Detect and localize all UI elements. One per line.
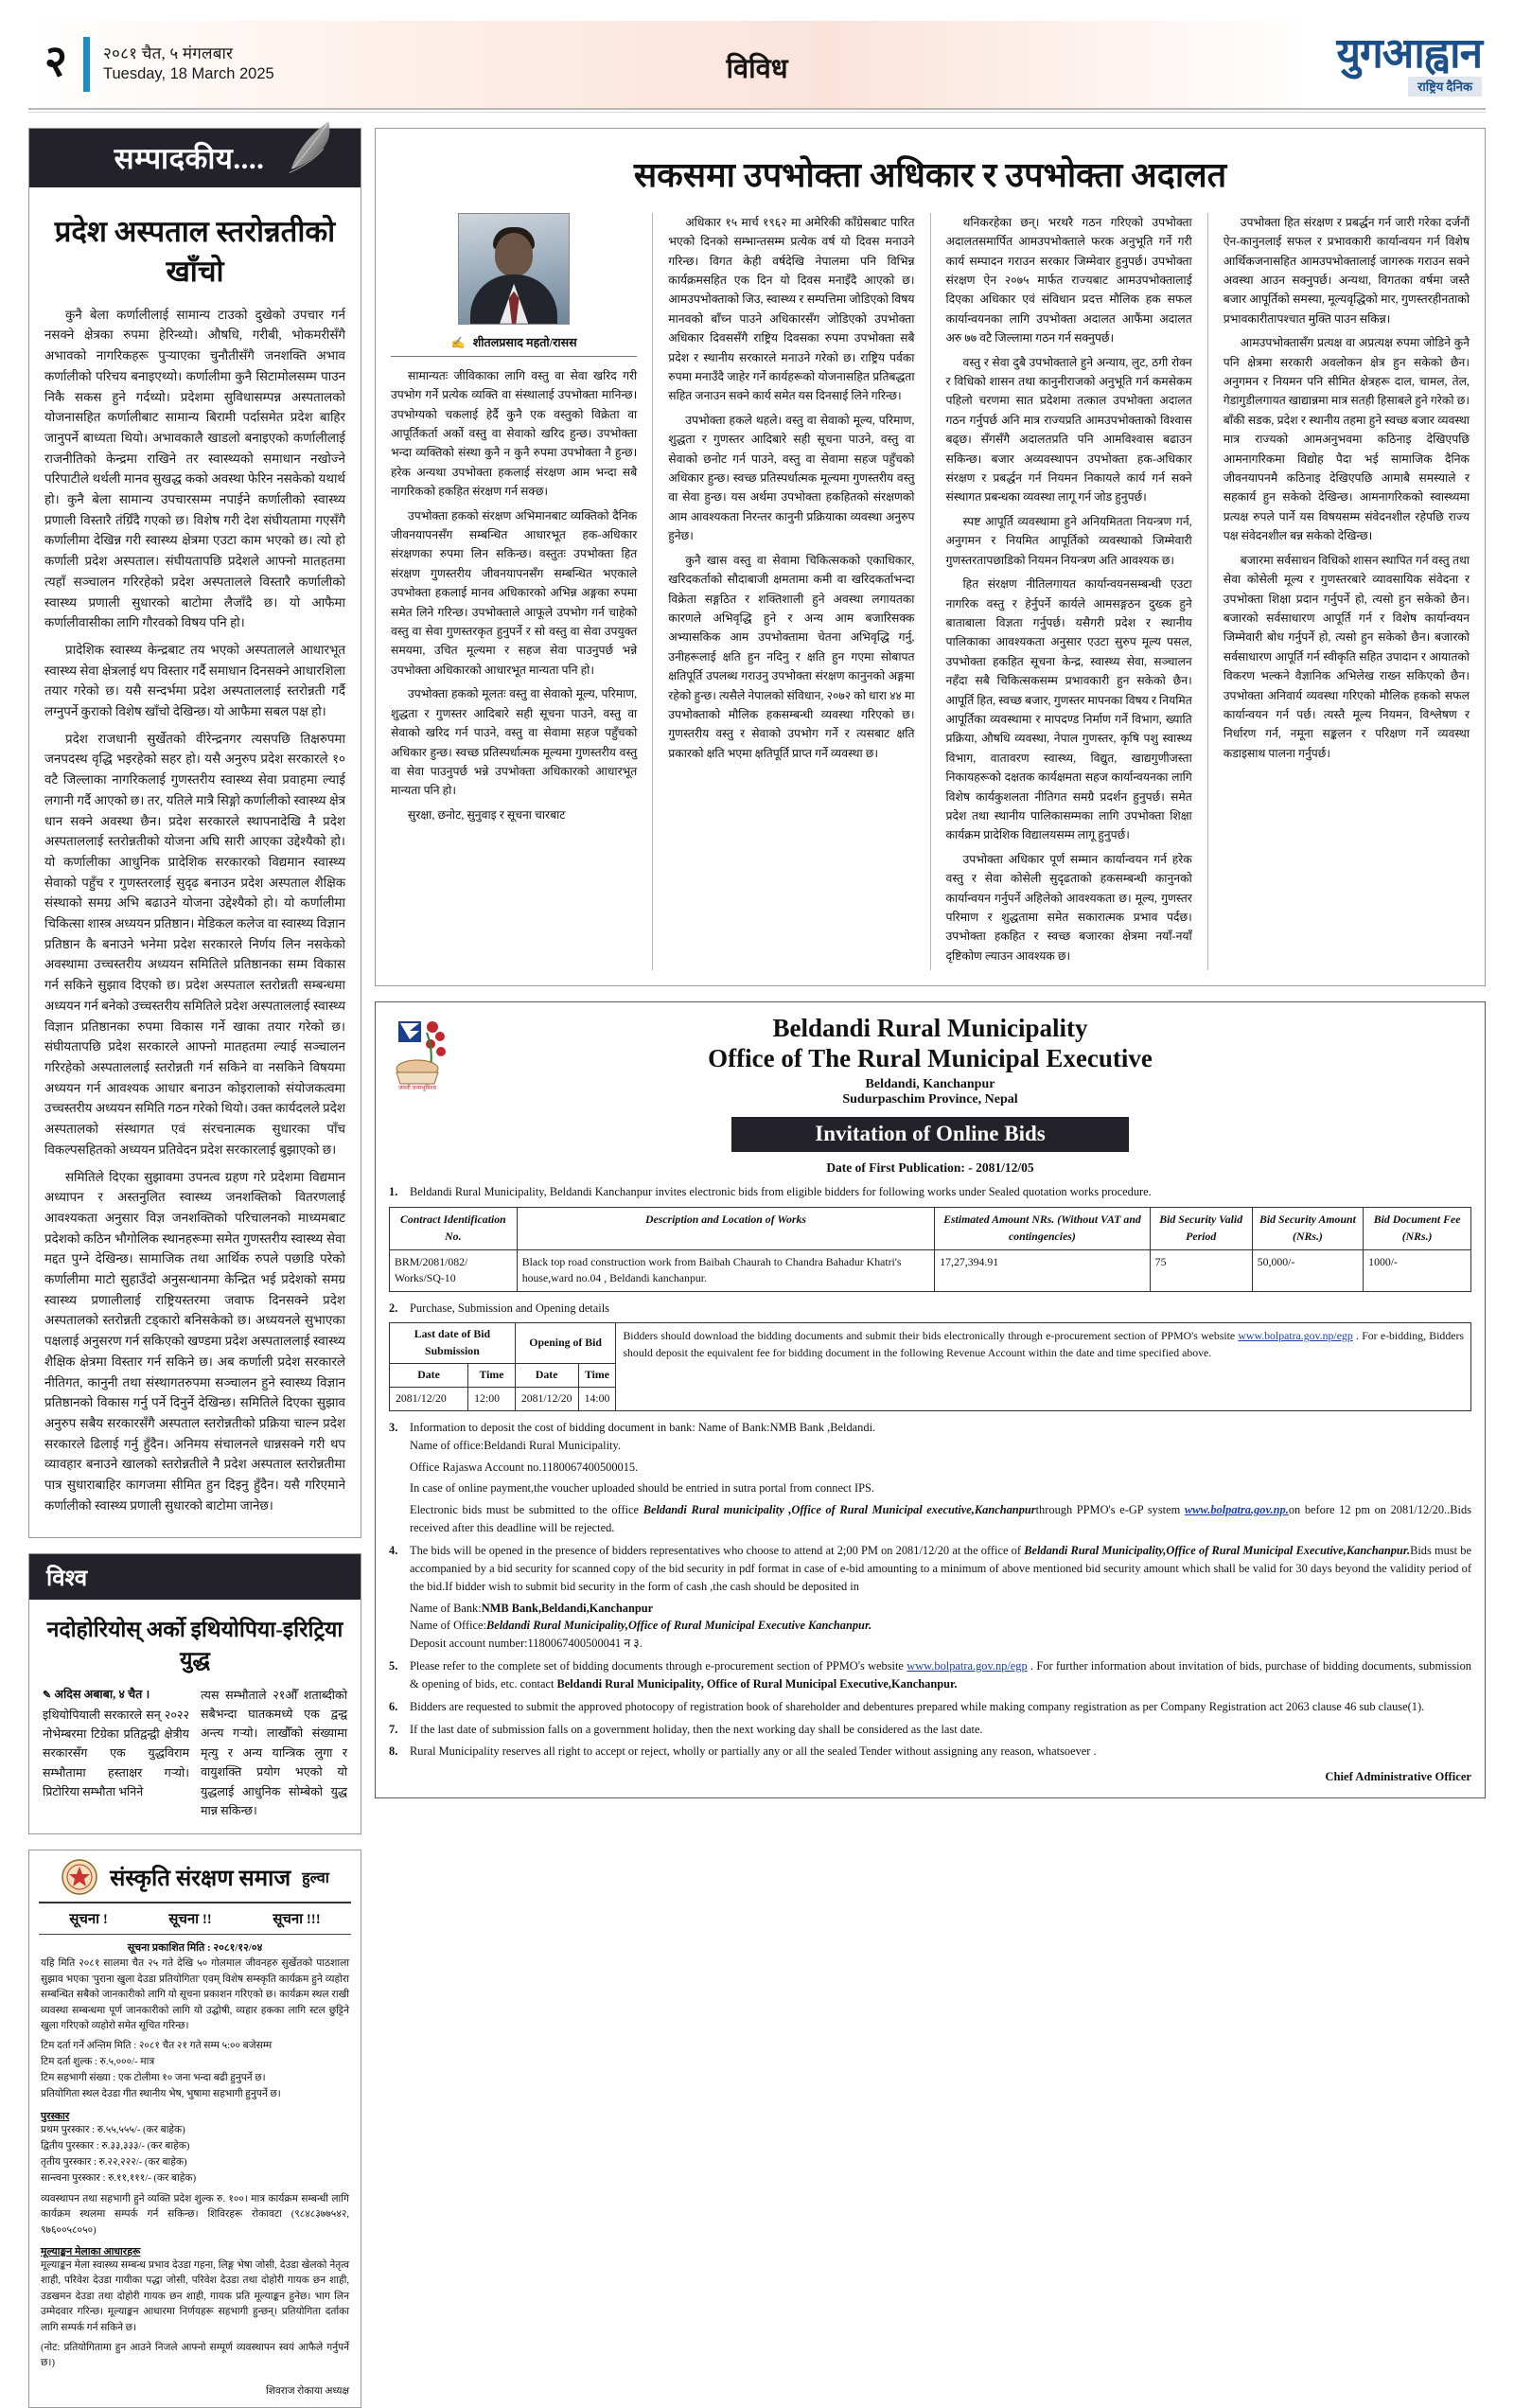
bid-cell-description: Black top road construction work from Baibah Chaurah to Chandra Bahadur Khatri's house,ward no.04 , Beldandi kanchanpur.: [517, 1249, 935, 1292]
bid-col-security-period: Bid Security Valid Period: [1150, 1207, 1252, 1249]
electronic-bid-submission: [410, 1501, 1471, 1537]
refer-contact-office: Beldandi Rural Municipality, Office of Rural Municipal Executive,Kanchanpur.: [556, 1676, 958, 1691]
bank-line: [410, 1600, 1471, 1618]
tender-item-5: [389, 1657, 1471, 1693]
article-paragraph: अधिकार १५ मार्च १९६२ मा अमेरिकी काँग्रेसबाट पारित भएको दिनको सम्भान्तसम्म प्रत्येक वर्ष यो दिवस मनाउने गरिन्छ। विगत केही वर्षदेखि नेपालमा पनि विभिन्न कार्यक्रमसहित एक दिन यो दिवस मनाइँदै आएको छ। आमउपभोक्ताको जिउ, स्वास्थ्य र सम्पत्तिमा जोडिएको विषय मानवको बाँच्न पाउने अधिकारसँग जोडिएको उपभोक्ता अधिकार दिवससँगै राष्ट्रिय दिवसका रुपमा उपभोक्ता सबै प्रदेश र स्थानीय सरकारले मनाउने गरेको छ। राष्ट्रिय पर्वका रुपमा मनाउँदै जाहेर गर्ने कार्यहरूको योजनासहित प्रतिबद्धता सहित जनाउन सक्ने कार्य समेत यस दिनसाई लिने गरिन्छ।: [668, 215, 915, 403]
tender-item-number: 7.: [389, 1722, 398, 1736]
tender-item-7: [389, 1721, 1471, 1739]
photo-head: [495, 233, 533, 276]
world-section-header: [29, 1554, 361, 1600]
date-english: Tuesday, 18 March 2025: [103, 65, 274, 83]
editorial-paragraph: कुनै बेला कर्णालीलाई सामान्य टाउको दुखेको उपचार गर्न नसक्ने क्षेत्रका रुपमा हेरिन्थ्यो। औषधि, गरीबी, भोकमरीसँगै अभावको नागरिकहरू पुर्‍याएका चुनौतीसँगै जनशक्ति अभाव कर्णालीको परिचय बनाइएथ्यो। कर्णालीमा कुनै सिटामोलसम्म पाउन निकै सकस हुने गर्दथ्यो। प्रदेशमा सुविधासम्पन्न अस्पतालको योजनासहित कर्णालीबाट सामान्य बिरामी पर्दासमेत प्रदेश बाहिर जानुपर्ने बाध्यता थियो। अभावकालै खाडलो बनाइएको कर्णालीलाई राजनीतिको केन्द्रमा राखिने तर स्वास्थ्यको समाधान नखोज्ने परिपाटीले थर्थली मानव सुखद्ध कको अवस्था फेरिन नसकेको यथार्थ हो। कुनै बेला सामान्य उपचारसम्म नपाईने कर्णालीको स्वास्थ्य प्रणाली विस्तारै तंग्रिँदै गएको छ। विशेष गरी देश संघीयतामा गएसँगै कर्णालीमा देखिन्न गरी स्वास्थ्य क्षेत्रमा एउटा काम भएको छ। त्यो हो कर्णाली प्रदेश अस्पताल। संघीयतापछि प्रदेशले आफ्नो मातहतमा त्यहाँ सञ्चालन गरिरहेको प्रदेश अस्पतालले विस्तारै कर्णालीको स्वास्थ्य प्रणाली सुधारको बाटोमा लैजाँदै छ। यो आफैमा कर्णालीवासीका लागि गौरवको विषय पनि हो।: [44, 307, 345, 630]
world-article-text: त्यस सम्भौताले २१औँ शताब्दीको सबैभन्दा घातकमध्ये एक द्वन्द्व अन्त्य गऱ्यो। लाखौँको संख्यामा मृत्यु र अन्य यान्त्रिक लुगा र वायुशक्ति प्रयोग भएको यो युद्धलाई आधुनिक सोम्बेको युद्ध मान्न सकिन्छ।: [201, 1688, 347, 1817]
tender-item-number: 4.: [389, 1543, 398, 1557]
date-block: [103, 44, 274, 85]
article-paragraph: स्पष्ट आपूर्ति व्यवस्थामा हुने अनियमितता नियन्त्रण गर्न, अनुगमन र नियमित आपूर्तिको व्यवस्थाको जिम्मेवारी गुणस्तरतापछाडिको नियमन नियन्त्रण अति आवश्यक छ।: [945, 514, 1192, 567]
article-column-3: [930, 213, 1192, 970]
tender-header-text: [465, 1014, 1396, 1107]
sanskriti-criteria-label: मूल्याङ्कन मेलाका आधारहरू: [41, 2246, 141, 2258]
bid-cell-security-period: 75: [1150, 1249, 1252, 1292]
notice-label-1: सूचना !: [69, 1912, 108, 1928]
tender-item-number: 2.: [389, 1301, 398, 1316]
tender-item-number: 5.: [389, 1659, 398, 1673]
sanskriti-signature: शिवराज रोकाया अध्यक्ष: [266, 2385, 349, 2397]
article-paragraph: कुनै खास वस्तु वा सेवामा चिकित्सकको एकाधिकार, खरिदकर्ताको सौदाबाजी क्षमतामा कमी वा खरिदकर्ताभन्दा विक्रेता सङ्गठित र शक्तिशाली हुने अवस्था लगायतका कारणले अभिवृद्धि हुने र अन्य आम बजारिसक्क अभ्यासकिक आम उपभोक्तामा चेतना अभिवृद्धि गर्नु, उनीहरूलाई क्षति हुन नदिनु र क्षति हुन गएमा सोबापत क्षतिपूर्ति उपलब्ध गराउनु उपभोक्ता संरक्षण कानुनको अङ्गमा रहेको हुन्छ। त्यसैले नेपालको संविधान, २०७२ को धारा ४४ मा उपभोक्ताको मौलिक हकसम्बन्धी व्यवस्था गरिएको छ। गुणस्तरीय वस्तु र सेवाको उपभोग गर्ने र त्यसबाट क्षति प्रकारको क्षति भएमा क्षतिपूर्ति प्राप्त गर्ने व्यवस्था छ।: [668, 553, 915, 760]
left-column: [28, 128, 361, 2397]
article-paragraph: उपभोक्ता हकको मूलतः वस्तु वा सेवाको मूल्य, परिमाण, शुद्धता र गुणस्तर आदिबारे सही सूचना पाउने, वस्तु वा सेवाको खरिद गर्न पाउने, वस्तु वा सेवामा सहज पहुँचको अधिकार हुन्छ। स्वच्छ प्रतिस्पर्धात्मक मूल्यमा गुणस्तरीय वस्तु वा सेवा पाउनुपर्छ भन्ने उपभोक्ता अधिकारको आधारभूत मान्यता पनि हो।: [391, 687, 638, 798]
tender-notice-box: [375, 1001, 1486, 1798]
deposit-bank-info: Information to deposit the cost of bidding document in bank: Name of Bank:NMB Bank ,Beldandi.: [410, 1420, 876, 1434]
tender-office-name: Office of The Rural Municipal Executive: [708, 1043, 1153, 1072]
author-photo: [458, 213, 570, 325]
article-paragraph: सुरक्षा, छनोट, सुनुवाइ र सूचना चारबाट: [408, 807, 566, 822]
tender-org-name: Beldandi Rural Municipality: [772, 1014, 1088, 1043]
nepal-government-emblem-icon: [389, 1014, 455, 1095]
article-paragraph: उपभोक्ता हित संरक्षण र प्रबर्द्धन गर्न जारी गरेका दर्जनौं ऐन-कानुनलाई सफल र प्रभावकारी कार्यान्वयन गर्न विशेष आर्थिकजनासहित आमउपभोक्तालाई जागरुक गराउन सक्ने अवस्था आउन सक्नुपर्छ। अन्यथा, विगतका वर्षमा जस्तै बजार आपूर्तिको समस्या, मूल्यवृद्धिको मार, गुणस्तरहीनताको प्रभावकारीतापश्चात मुक्ति पाउन सकिन्न।: [1223, 215, 1470, 326]
schedule-submission-date: 2081/12/20: [390, 1388, 468, 1411]
world-article-column: [201, 1686, 347, 1821]
world-article-dateline: [43, 1686, 189, 1702]
tender-item-text: Purchase, Submission and Opening details: [410, 1301, 609, 1316]
schedule-group-submission: Last date of Bid Submission: [390, 1323, 516, 1364]
schedule-sub-opening-date: Date: [515, 1364, 578, 1388]
tender-item-text: [410, 1419, 1471, 1537]
bid-works-table: [389, 1207, 1471, 1293]
tender-item-text: If the last date of submission falls on a government holiday, then the next working day shall be considered as the last date.: [410, 1722, 983, 1736]
world-article-title: नदोहोरियोस् अर्को इथियोपिया-इरिट्रिया युद्ध: [46, 1618, 343, 1672]
article-paragraph: आमउपभोक्तासँग प्रत्यक्ष वा अप्रत्यक्ष रुपमा जोडिने कुनै पनि क्षेत्रमा सरकारी अवलोकन क्षेत्र हुन सकेको छैन। अनुगमन र नियमन पनि सीमित क्षेत्रहरू दाल, चामल, तेल, गेडागुडीलगायत खाद्यान्नमा मात्र सतही हिसाबले हुने गरेको छ। बाँकी सडक, प्रदेश र स्थानीय तहमा हुने स्वच्छ बजार व्यवस्था मात्र राज्यको आमअनुभवमा कठिनाइ देखिएपछि आमनागरिकमा विद्योह पैदा भई सामाजिक दैनिक जीवनयापनमै कठिनाइ देखिएपछि आमाबै समस्याले र सहकार्य हुन सकेको देखिन्छ। आमनागरिकको स्वास्थ्यमा प्रत्यक्ष रुपले पार्ने यस विषयसम्म संवेदनशील रहेपछि राज्य पक्ष संवेदनशील बन्न सकेको देखिन्छ।: [1223, 336, 1470, 543]
society-emblem-icon: [61, 1858, 98, 1896]
office-line: [410, 1617, 1471, 1635]
tender-item-text: Beldandi Rural Municipality, Beldandi Kanchanpur invites electronic bids from eligible bidders for following works under Sealed quotation works procedure.: [410, 1184, 1152, 1198]
masthead-divider-secondary: [28, 112, 1486, 113]
article-paragraph: उपभोक्ता हकको संरक्षण अभिमानबाट व्यक्तिको दैनिक जीवनयापनसँग सम्बन्धित आधारभूत हक-अधिकार संरक्षणका रुपमा लिन सकिन्छ। वस्तुतः उपभोक्ता हित संरक्षण गुणस्तरीय जीवनयापनसँग सम्बन्धित भएकाले उपभोक्ता हकलाई मानव अधिकारको अभिन्न अङ्गका रुपमा समेत लिने गरिन्छ। उपभोक्ताले आफूले उपभोग गर्न चाहेको वस्तु वा सेवा गुणस्तरकृत हुनुपर्ने र सो वस्तु वा सेवा उपयुक्त समयमा, उचित मूल्यमा र सहज सेवा पाउनुपर्छ भन्ने उपभोक्ता अधिकारको आधारभूत मान्यता पनि हो।: [391, 508, 638, 677]
bid-table-header-row: [390, 1207, 1471, 1249]
sanskriti-contact-note: व्यवस्थापन तथा सहभागी हुने व्यक्ति प्रदेश शुल्क रु. १००। मात्र कार्यक्रम सम्बन्धी लागि कार्यक्रम स्थलमा सम्पर्क गर्न सकिन्छ। शिविरहरू रोकावटा (९८४८३७७५४२, ९७६००५८०५०): [41, 2193, 349, 2236]
editorial-box: [28, 128, 361, 1538]
tender-header: [389, 1014, 1471, 1107]
office-label: Name of Office:: [410, 1619, 486, 1633]
article-paragraph: उपभोक्ता अधिकार पूर्ण सम्मान कार्यान्वयन गर्न हरेक वस्तु र सेवा कोसेली सुदृढताको हकसम्बन्धी कानुनको कार्यान्वयन गर्नुपर्ने अहिलेको आवश्यकता छ। मूल्य, गुणस्तर परिमाण र शुद्धतामा समेत सकारात्मक प्रभाव पर्दछ। उपभोक्ता हकहित र स्वच्छ बजारका क्षेत्रमा नयाँ-नयाँ दृष्टिकोण ल्याउन आवश्यक छ।: [945, 852, 1192, 963]
sanskriti-criteria: मूल्याङ्कन मेला स्वास्थ्य सम्बन्ध प्रभाव देउडा गहना, लिङ्ग भेषा जोसी, देउडा खेलको नेतृत्व शाही, परिवेश देउडा गायीका पद्धा जोसी, परिवेश देउडा तथा दोहोरी गायक छन शाही, उडखमन देउडा तथा दोहोरी गायक छन शाही, गायक प्रति मूल्याङ्कन हुनेछ। भाग लिन उम्मेदवार गरिन्छ। मूल्याङ्कन आधारमा निर्णयहरू सहभागी हुन्छन्। प्रतियोगिता दर्ताका लागि सम्पर्क गर्न सकिने छ।: [41, 2260, 349, 2333]
bid-cell-contract-id: BRM/2081/082/ Works/SQ-10: [390, 1249, 518, 1292]
tender-banner: Invitation of Online Bids: [731, 1117, 1129, 1152]
editorial-header: [29, 129, 361, 187]
article-paragraph: सामान्यतः जीविकाका लागि वस्तु वा सेवा खरिद गरी उपभोग गर्ने प्रत्येक व्यक्ति वा संस्थालाई उपभोक्ता मानिन्छ। उपभोग्यको चकलाई हेर्दै कुनै एक वस्तुको विक्रेता वा आपूर्तिकर्ता अर्को वस्तु वा सेवाको खरिद हुन्छ। उपभोक्ता भन्दा व्यक्तिको संस्था कुनै न कुनै रुपमा उपभोक्ता नै हुन्छ। हरेक अन्यथा उपभोक्ता हकलाई संरक्षण आम भन्दा सबै नागरिकको हकहित संरक्षण गर्न सक्छ।: [391, 368, 638, 499]
deposit-office-name: Name of office:Beldandi Rural Municipality.: [410, 1438, 621, 1452]
tender-signature: Chief Administrative Officer: [1325, 1770, 1471, 1784]
sanskriti-title: संस्कृति संरक्षण समाज: [110, 1866, 291, 1891]
world-section-label: विश्व: [46, 1566, 88, 1591]
tender-item-4: [389, 1542, 1471, 1653]
office-name: Beldandi Rural Municipality,Office of Rural Municipal Executive Kanchanpur.: [485, 1619, 872, 1633]
schedule-submission-time: 12:00: [468, 1388, 516, 1411]
masthead-logo: [1336, 29, 1487, 97]
article-column-4: [1207, 213, 1470, 970]
bid-opening-pre: The bids will be opened in the presence of bidders representatives who choose to attend at 2;00 PM on 2081/12/20 at the office of: [410, 1543, 1025, 1557]
sanskriti-ad-box: [28, 1850, 361, 2408]
article-paragraph: उपभोक्ता हकले थहले। वस्तु वा सेवाको मूल्य, परिमाण, शुद्धता र गुणस्तर आदिबारे सही सूचना पाउने, वस्तु वा सेवाको छनोट गर्न पाउने, वस्तु वा सेवामा सहज पहुँचको अधिकार हुन्छ। स्वच्छ प्रतिस्पर्धात्मक मूल्यमा गुणस्तरीय वस्तु वा सेवा हुन्छ। यस अर्थमा उपभोक्ता हकहितको संरक्षणको आम आवश्यकता निरन्तर कानुनी प्रक्रियाका व्यवस्था अनुरुप हुनेछ।: [668, 413, 915, 543]
sanskriti-header: [39, 1850, 351, 1903]
schedule-group-opening: Opening of Bid: [515, 1323, 616, 1364]
tender-item-2: [389, 1300, 1471, 1318]
bolpatra-egp-link-2[interactable]: www.bolpatra.gov.np/egp: [907, 1659, 1028, 1673]
tender-item-6: [389, 1698, 1471, 1716]
sanskriti-intro: यहि मिति २०८१ सालमा चैत २५ गते देखि ५० गोलमाल जीवनहरु सुर्खेतको पाठशाला सुझाव भएका 'पुराना खुला देउडा प्रतियोगिता' एवम् विशेष सम्स्कृति कार्यक्रम हुने व्यहोरा सम्बन्धित सबैको जानकारीको लागि यो सूचना प्रकाशन गरिएको छ। कार्यक्रम स्थल राखी व्यवस्था सम्बन्धमा पूर्ण जानकारीको लागि यो उद्घोषी, व्यहार हकका लागि स्टल छुट्टिने खुला गरिएको व्यहोरो समेत सूचित गरिन्छ।: [41, 1958, 349, 2031]
pen-icon: ✎: [43, 1689, 52, 1701]
sanskriti-publication-date: सूचना प्रकाशित मिति : २०८१/१२/०४: [127, 1942, 263, 1955]
tender-item-number: 1.: [389, 1184, 398, 1198]
article-paragraph: वस्तु र सेवा दुबै उपभोक्ताले हुने अन्याय, लुट, ठगी रोक्न र विधिको शासन तथा कानुनीराजको अनुभूति गर्न कमसेकम पहिलो चरणमा सात प्रदेशमा तत्काल उपभोक्ता अदालत गठन गर्नुपर्छ अनि मात्र राज्यप्रति आमउपभोक्ताको विश्वास बढ्छ। सँगसँगै अदालतप्रति पनि आमविश्वास बढाउन सकिन्छ। बजार अव्यवस्थापन उपभोक्ता हक-अधिकार संरक्षण र प्रबर्द्धन गर्न नियमन निकायले कार्य गर्न सक्ने संस्थागत प्रबन्धका व्यवस्था लागू गर्न जोड हुनुपर्छ।: [945, 355, 1192, 505]
editorial-body: [29, 305, 361, 1538]
world-dateline-text: अदिस अबाबा, ४ चैत ।: [54, 1687, 150, 1701]
sanskriti-prize: प्रथम पुरस्कार : रु.५५,५५५/- (कर बाहेक): [41, 2125, 185, 2136]
bid-col-contract-id: Contract Identification No.: [390, 1207, 518, 1249]
sanskriti-prize: तृतीय पुरस्कार : रु.२२,२२२/- (कर बाहेक): [41, 2156, 187, 2168]
bid-cell-document-fee: 1000/-: [1364, 1249, 1471, 1292]
schedule-note: [616, 1323, 1471, 1411]
tender-item-1: [389, 1183, 1471, 1201]
bid-opening-office: Beldandi Rural Municipality,Office of Rural Municipal Executive,Kanchanpur.: [1024, 1543, 1411, 1557]
tender-item-number: 8.: [389, 1744, 398, 1759]
refer-post: . For further information about invitation of bids, purchase of bidding documents, submission & opening of bids, etc. contact: [410, 1659, 1472, 1691]
electronic-post: on before 12 pm on 2081/12/20..Bids received after this deadline will be rejected.: [410, 1503, 1471, 1535]
page-number: २: [44, 37, 67, 85]
notice-label-3: सूचना !!!: [273, 1912, 321, 1928]
bid-cell-estimated-amount: 17,27,394.91: [935, 1249, 1150, 1292]
world-article-column: [43, 1686, 189, 1821]
editorial-paragraph: समितिले दिएका सुझावमा उपनत्व ग्रहण गरे प्रदेशमा विद्यमान अध्यापन र अस्तनुलित स्वास्थ्य जनशक्तिको वितरणलाई आवश्यकता अनुसार विज्ञ जनशक्तिको परिचालनको माध्यमबाट प्रदेशको कठिन भौगोलिक स्थानहरूमा समेत गुणस्तरीय स्वास्थ्य सेवा मद्दत पुग्ने देखिन्छ। सामाजिक तथा आर्थिक रुपले पछाडि परेको कर्णालीमा माटो सुहाउँदो अनुसन्धानमा केन्द्रित भई प्रदेशको समग्र स्वास्थ्य प्रणालीलाई राष्ट्रियस्तरमा जवाफ दिनसक्ने प्रदेश अस्पतालको स्तरोन्नती टड्कारो बनिसकेको छ। अध्ययनले सुभाएका पक्षलाई अनुसरण गर्न सकिएको खण्डमा प्रदेश अस्पताललाई स्वास्थ्य शैक्षिक क्षेत्रमा विस्तार गर्न सकिने छ। अब कर्णाली प्रदेश सरकारले नीतिगत, कानुनी तथा संस्थागतरुपमा सञ्चालन हुने स्वास्थ्य विज्ञान प्रतिष्ठानको विकास गर्नु पर्ने दिनुर्ने देखिन्छ। समितिले दिएका सुझाव अनुरुप सबैय सरकारसँगै अस्पताल स्तरोन्नतीको प्रक्रिया चाल्न प्रदेश सरकारले ढिलाई गर्नु हुँदैन। अनिमय संचालनले धान्नसक्ने गरी थप व्यावहार बनाउने खालको स्तरोन्नतीले नै प्रदेश अस्पताल स्तरोन्नतीमा पात्र सुधाराबाहिर कागजमा सीमित हुन दिइनु हुँदैन। यसै गरिएमाने कर्णालीको स्वास्थ्य प्रणाली सुधारको बाटोमा जानेछ।: [44, 1169, 345, 1513]
bid-col-estimated-amount: Estimated Amount NRs. (Without VAT and contingencies): [935, 1207, 1150, 1249]
article-paragraph: बजारमा सर्वसाधन विधिको शासन स्थापित गर्न वस्तु तथा सेवा कोसेली मूल्य र गुणस्तरबारे व्यावसायिक संवेदना र उपभोक्ता शिक्षा प्रदान गर्नुपर्ने हो, त्यसो हुन सकेको छैन। बजारको सर्वसाधारण आपूर्ति गर्न र विशेष कार्यान्वयन जिम्मेवारी बोध गर्नुपर्ने हो, त्यसो हुन सकेको छैन। बजारको सर्वसाधारण आपूर्ति गर्न स्वीकृति सहित उपादान र आयातको विकरण भल्कने वैज्ञानिक अभिलेख राख्न सकिएको छैन। उपभोक्ता अनिवार्य व्यवस्था गरिएको मौलिक हकको सफल कार्यान्वयन गर्न पर्छ। त्यस्तै मूल्य नियमन, विश्लेषण र निर्धारण गर्न, नमूना सङ्कलन र परिक्षण गर्ने व्यवस्था कडाइसाथ पालना गर्नुपर्छ।: [1223, 553, 1470, 760]
bid-cell-security-amount: 50,000/-: [1252, 1249, 1363, 1292]
bolpatra-egp-link[interactable]: www.bolpatra.gov.np/egp: [1238, 1329, 1353, 1343]
tender-item-8: [389, 1743, 1471, 1761]
sanskriti-body: [29, 1956, 361, 2372]
tender-publication-date: Date of First Publication: - 2081/12/05: [826, 1160, 1034, 1175]
deposit-account-number: Deposit account number:1180067400500041 न ३.: [410, 1637, 643, 1651]
world-section-box: [28, 1553, 361, 1834]
bank-label: Name of Bank:: [410, 1601, 482, 1615]
article-paragraph: हित संरक्षण नीतिलगायत कार्यान्वयनसम्बन्धी एउटा नागरिक वस्तु र हेर्नुपर्ने कार्यले आमसङ्गठन दुख्क हुने बाताबाला विज्ञता गर्नुपर्छ। यसैगरी प्रदेश र स्थानीय पालिकाका आवश्यकता अनुसार एउटा सुरुप मूल्य पसल, उपभोक्ता हकहित सूचना केन्द्र, स्वास्थ्य सेवा, सञ्चालन नहँदा सबै चिकित्सकसम्म प्रभावकारी हुन सकेको छैन। आपूर्ति हित, स्वच्छ बजार, गुणस्तर मापनका विषय र नियमित आपूर्तिका व्यवस्थामा र मापदण्ड निर्माण गर्ने विभाग, ख्याति प्रक्रिया, औषधि व्यवस्था, नेपाल गुणस्तर, कृषि पशु स्वास्थ्य विभाग, वातावरण स्वास्थ्य, विद्युत, खाद्यगुणीजस्ता निकायहरूको दक्षतक कार्यक्षमता सहज कार्यान्वयनका लागि विशेष कार्यकुशलता नीतिगत समग्रै प्रदर्शन हुनुपर्छ। समेत प्रदेश तथा स्थानीय पालिकासम्मका लागि उपभोक्ता शिक्षा कार्यक्रम प्रादेशिक विद्यालयसम्म लागू हुनुपर्छ।: [945, 577, 1192, 842]
tender-item-text: [410, 1657, 1471, 1693]
logo-tagline: राष्ट्रिय दैनिक: [1408, 77, 1482, 97]
sanskriti-line: टिम दर्ता गर्ने अन्तिम मिति : २०८१ चैत २१ गते सम्म ५:०० बजेसम्म: [41, 2041, 273, 2052]
sanskriti-line: टिम दर्ता शुल्क : रु.५,०००/- मात्र: [41, 2057, 155, 2068]
schedule-sub-opening-time: Time: [578, 1364, 616, 1388]
accent-bar: [83, 37, 90, 92]
sanskriti-location: हुल्वा: [302, 1870, 329, 1887]
bank-name: NMB Bank,Beldandi,Kanchanpur: [481, 1601, 654, 1615]
right-column: [375, 128, 1486, 2116]
world-article-text: इथियोपियाली सरकारले सन् २०२२ नोभेम्बरमा टिग्रेका प्रतिद्वन्द्वी क्षेत्रीय सरकारसँग एक युद्धविराम सम्भौतामा हस्ताक्षर गऱ्यो। प्रिटोरिया सम्भौता भनिने: [43, 1708, 189, 1799]
main-article-columns: [391, 213, 1470, 970]
online-payment-note: In case of online payment,the voucher uploaded should be entried in sutra portal from connect IPS.: [410, 1481, 875, 1496]
article-paragraph: थनिकरहेका छन्। भरथरै गठन गरिएको उपभोक्ता अदालतसमार्पित आमउपभोक्ताले फरक अनुभूति गर्ने गरी कार्य सम्पादन गराउन सरकार जिम्मेवार हुनुपर्छ। उपभोक्ता संरक्षण ऐन २०७५ मार्फत राज्यबाट आमउपभोक्तालाई दिएका अधिकार एवं संविधान प्रदत्त मौलिक हक सफल कार्यान्वयनका लागि उपभोक्ता अदालत आफैंमा अदालत अरु ७७ वटै जिल्लामा गठन गर्न सक्नुपर्छ।: [945, 215, 1192, 345]
bid-col-security-amount: Bid Security Amount (NRs.): [1252, 1207, 1363, 1249]
nib-pen-icon: ✍: [450, 335, 466, 349]
sanskriti-prize-label: पुरस्कार: [41, 2111, 70, 2123]
schedule-note-part1: Bidders should download the bidding documents and submit their bids electronically through e-procurement section of PPMO's website: [623, 1329, 1239, 1343]
tender-item-3: [389, 1419, 1471, 1537]
article-column-2: [652, 213, 914, 970]
bolpatra-link[interactable]: www.bolpatra.gov.np.: [1184, 1503, 1289, 1517]
electronic-office-bold: Beldandi Rural municipality ,Office of Rural Municipal executive,Kanchanpur: [643, 1503, 1036, 1517]
bid-schedule-table: [389, 1322, 1471, 1411]
date-nepali: २०८१ चैत, ५ मंगलबार: [103, 44, 234, 62]
schedule-sub-submission-date: Date: [390, 1364, 468, 1388]
rajaswa-account: Office Rajaswa Account no.1180067400500015.: [410, 1460, 639, 1474]
electronic-pre: Electronic bids must be submitted to the office: [410, 1503, 643, 1517]
tender-item-number: 6.: [389, 1699, 398, 1713]
table-row: [390, 1249, 1471, 1292]
schedule-group-header-row: [390, 1323, 1471, 1364]
tender-address-line1: Beldandi, Kanchanpur: [865, 1076, 995, 1091]
main-article-title: सकसमा उपभोक्ता अधिकार र उपभोक्ता अदालत: [633, 156, 1227, 194]
electronic-mid: through PPMO's e-GP system: [1035, 1503, 1185, 1517]
editorial-header-label: सम्पादकीय....: [114, 142, 265, 175]
sanskriti-line: टिम सहभागी संख्या : एक टोलीमा १० जना भन्दा बढी हुनुपर्ने छ।: [41, 2073, 266, 2084]
quill-feather-icon: [279, 115, 347, 186]
sanskriti-prize: सान्त्वना पुरस्कार : रु.११,१११/- (कर बाहेक): [41, 2172, 197, 2184]
notice-label-2: सूचना !!: [168, 1912, 212, 1928]
schedule-opening-time: 14:00: [578, 1388, 616, 1411]
sanskriti-prize: द्वितीय पुरस्कार : रु.३३,३३३/- (कर बाहेक): [41, 2141, 190, 2152]
sanskriti-line: प्रतियोगिता स्थल देउडा गीत स्थानीय भेष, भुषामा सहभागी हुनुपर्ने छ।: [41, 2089, 281, 2100]
refer-pre: Please refer to the complete set of bidding documents through e-procurement section of PPMO's website: [410, 1659, 907, 1673]
logo-title: युगआह्वान: [1336, 29, 1482, 77]
sanskriti-notice-row: [39, 1903, 351, 1935]
author-photo-wrap: [391, 213, 637, 325]
tender-item-number: 3.: [389, 1420, 398, 1434]
newspaper-page: [0, 21, 1514, 2397]
schedule-sub-submission-time: Time: [468, 1364, 516, 1388]
editorial-paragraph: प्रदेश राजधानी सुर्खेतको वीरेन्द्रनगर त्यसपछि तिक्षरुपमा जनपदस्थ वृद्धि भइरहेको सहर हो। यसै अनुरुप प्रदेश सरकारले १० वटै जिल्लाका नागरिकलाई गुणस्तरीय स्वास्थ्य सेवा प्रवाहमा ल्याई लगानी गर्दै आएको छ। तर, यतिले मात्रै सिङ्गो कर्णालीको स्वास्थ्य क्षेत्र धान सक्ने अवस्था छैन। प्रदेश सरकारले स्थापनादेखि नै प्रदेश अस्पताललाई स्तरोन्नतीको योजना अघि सारी आएका उद्देश्यैको हो। यो कर्णालीका आधुनिक प्रादेशिक सरकारको विद्यमान स्वास्थ्य सेवाको पहुँच र गुणस्तरलाई सुदृढ बनाउन प्रदेश अस्पताल शैक्षिक संस्थाको समग्र अभि बढाउने योजना उद्देश्यैको हो। यो कर्णालीमा चिकित्सा शास्त्र अध्ययन प्रतिष्ठान। मेडिकल कलेज वा स्वास्थ्य विज्ञान प्रतिष्ठान कै बनाउने भनेमा प्रदेश सरकारले निर्णय लिन नसकेको अवस्थामा उच्चस्तरीय अध्ययन समितिले प्रतिष्ठानका सम्म विकास गर्न सकिने सुझाव दिएको छ। प्रदेश अस्पताल स्तरोन्नती सम्बन्धमा अध्ययन गर्न बनेको उच्चस्तरीय समितिले प्रदेश अस्पताललाई स्वास्थ्य विज्ञान प्रतिष्ठानका रुपमा विकास गर्ने खाका तयार गरेको छ। संघीयतापछि प्रदेश सरकारले आफ्नो मातहतमा ल्याई सञ्चालन गरिरहेको अस्पताललाई स्तरोन्नती गर्न सकिने वा नसकिने विषयमा अध्ययन गर्न आवश्यक आधार बनाउन कोइरालाको संयोजकत्वमा उच्चस्तरीय अध्ययन समिति गठन गरेको थियो। उक्त कार्यदलले प्रदेश अस्पतालको संस्थागत एवं संरचनात्मक सुधारका पाँच विकल्पसहितको अध्ययन प्रतिवेदन प्रदेश सरकारलाई बुझाएको छ।: [44, 731, 345, 1157]
tender-address-line2: Sudurpaschim Province, Nepal: [842, 1091, 1018, 1107]
bid-col-description: Description and Location of Works: [517, 1207, 935, 1249]
bid-col-document-fee: Bid Document Fee (NRs.): [1364, 1207, 1471, 1249]
article-column-1: [391, 213, 637, 970]
schedule-opening-date: 2081/12/20: [515, 1388, 578, 1411]
tender-items: [389, 1183, 1471, 1761]
author-byline-text: शीतलप्रसाद महतो/रासस: [472, 335, 577, 349]
masthead: [28, 21, 1486, 108]
main-article-box: [375, 128, 1486, 986]
masthead-divider: [28, 108, 1486, 110]
section-title: विविध: [726, 54, 788, 84]
schedule-note-part2: . For e-bidding, Bidders should deposit the equivalent fee for bidding document in the following Revenue Account within the date and time specified above.: [623, 1329, 1464, 1360]
tender-item-text: Bidders are requested to submit the approved photocopy of registration book of shareholder and debentures prepared while making company registration as per Company Registration act 2063 clause 46 sub clause(1).: [410, 1699, 1425, 1713]
editorial-title: प्रदेश अस्पताल स्तरोन्नतीको खाँचो: [54, 215, 336, 288]
page-body: [28, 128, 1486, 2397]
tender-item-text: Rural Municipality reserves all right to accept or reject, wholly or partially any or all the sealed Tender without assigning any reason, whatsoever .: [410, 1744, 1097, 1759]
sanskriti-note: (नोट: प्रतियोगितामा हुन आउने निजले आफ्नो सम्पूर्ण व्यवस्थापन स्वयं आफैले गर्नुपर्ने छ।): [41, 2343, 349, 2369]
tender-item-text: [410, 1542, 1471, 1653]
author-byline: [391, 330, 637, 357]
svg-text:जननी जन्मभूमिश्च: जननी जन्मभूमिश्च: [398, 1086, 436, 1092]
bid-opening-post: Bids must be accompanied by a bid security for scanned copy of the bid security in pdf format in case of e-bid amounting to a minimum of above mentioned bid security amount which shall be valid for 30 days beyond the validity period of the bid.If bidder wish to submit bid security in the form of cash ,the cash should be deposited in: [410, 1543, 1471, 1593]
world-article-columns: [29, 1686, 361, 1834]
editorial-paragraph: प्रादेशिक स्वास्थ्य केन्द्रबाट तय भएको अस्पतालले आधारभूत स्वास्थ्य सेवा क्षेत्रलाई थप विस्तार गर्दै समाधान दिनसक्ने आधारशिला तयार गरेको छ। यसै सन्दर्भमा प्रदेश अस्पताललाई स्तरोन्नती गर्दै लग्नुपर्ने कुराको विशेष खाँचो देखिन्छ। यो आफैमा सबल पक्ष हो।: [44, 642, 345, 719]
